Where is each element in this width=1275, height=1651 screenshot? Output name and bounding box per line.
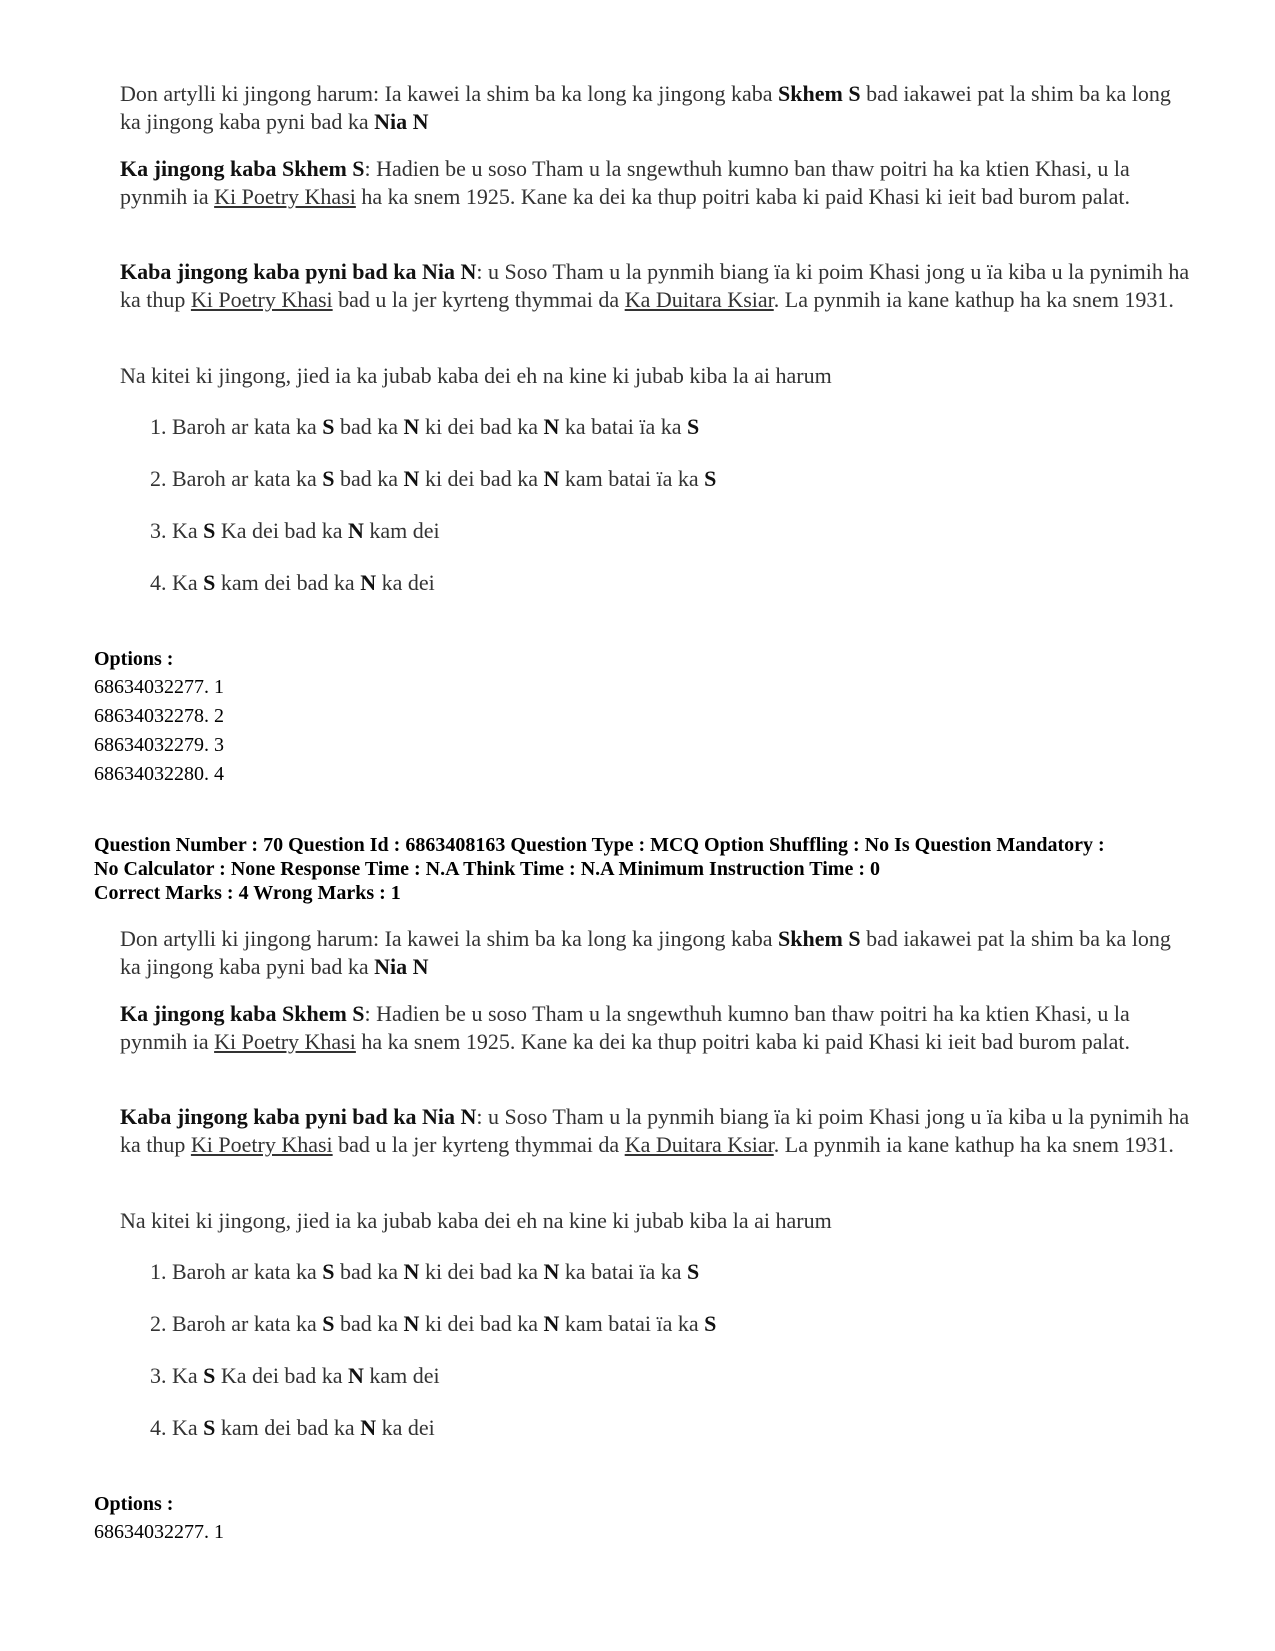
choice-3: 3. Ka S Ka dei bad ka N kam dei <box>150 518 440 543</box>
question-meta-line-2: No Calculator : None Response Time : N.A Think Time : N.A Minimum Instruction Time : 0 <box>94 858 880 880</box>
statement-n-paragraph: Kaba jingong kaba pyni bad ka Nia N: u Soso Tham u la pynmih biang ïa ki poim Khasi jong u ïa kiba u la pynimih ha ka thup Ki Poetry Khasi bad u la jer kyrteng thymmai da Ka Duitara Ksiar. La pynmih ia kane kathup ha ka snem 1931. <box>120 1104 1190 1157</box>
statement-n-paragraph: Kaba jingong kaba pyni bad ka Nia N: u Soso Tham u la pynmih biang ïa ki poim Khasi jong u ïa kiba u la pynimih ha ka thup Ki Poetry Khasi bad u la jer kyrteng thymmai da Ka Duitara Ksiar. La pynmih ia kane kathup ha ka snem 1931. <box>120 259 1190 312</box>
choice-4: 4. Ka S kam dei bad ka N ka dei <box>150 570 435 595</box>
choice-1: 1. Baroh ar kata ka S bad ka N ki dei bad ka N ka batai ïa ka S <box>150 1259 700 1284</box>
choice-3: 3. Ka S Ka dei bad ka N kam dei <box>150 1363 440 1388</box>
option-id: 68634032278. 2 <box>94 705 224 727</box>
intro-paragraph: Don artylli ki jingong harum: Ia kawei la shim ba ka long ka jingong kaba Skhem S bad iakawei pat la shim ba ka long ka jingong kaba pyni bad ka Nia N <box>120 926 1171 979</box>
intro-paragraph: Don artylli ki jingong harum: Ia kawei la shim ba ka long ka jingong kaba Skhem S bad iakawei pat la shim ba ka long ka jingong kaba pyni bad ka Nia N <box>120 81 1171 134</box>
choice-1: 1. Baroh ar kata ka S bad ka N ki dei bad ka N ka batai ïa ka S <box>150 414 700 439</box>
statement-s-paragraph: Ka jingong kaba Skhem S: Hadien be u soso Tham u la sngewthuh kumno ban thaw poitri ha ka ktien Khasi, u la pynmih ia Ki Poetry Khasi ha ka snem 1925. Kane ka dei ka thup poitri kaba ki paid Khasi ki ieit bad burom palat. <box>120 1001 1130 1054</box>
prompt-text: Na kitei ki jingong, jied ia ka jubab kaba dei eh na kine ki jubab kiba la ai harum <box>120 363 832 388</box>
options-list-2 <box>94 1518 224 1547</box>
option-id: 68634032279. 3 <box>94 734 224 756</box>
choice-4: 4. Ka S kam dei bad ka N ka dei <box>150 1415 435 1440</box>
option-id: 68634032277. 1 <box>94 1521 224 1543</box>
choice-2: 2. Baroh ar kata ka S bad ka N ki dei bad ka N kam batai ïa ka S <box>150 466 717 491</box>
options-label: Options : <box>94 648 174 670</box>
options-label: Options : <box>94 1493 174 1515</box>
question-meta-line-1: Question Number : 70 Question Id : 6863408163 Question Type : MCQ Option Shuffling : No Is Question Mandatory : <box>94 834 1105 856</box>
marks-line: Correct Marks : 4 Wrong Marks : 1 <box>94 882 401 904</box>
question-meta <box>94 833 1244 881</box>
prompt-text: Na kitei ki jingong, jied ia ka jubab kaba dei eh na kine ki jubab kiba la ai harum <box>120 1208 832 1233</box>
statement-s-paragraph: Ka jingong kaba Skhem S: Hadien be u soso Tham u la sngewthuh kumno ban thaw poitri ha ka ktien Khasi, u la pynmih ia Ki Poetry Khasi ha ka snem 1925. Kane ka dei ka thup poitri kaba ki paid Khasi ki ieit bad burom palat. <box>120 156 1130 209</box>
option-id: 68634032277. 1 <box>94 676 224 698</box>
choice-2: 2. Baroh ar kata ka S bad ka N ki dei bad ka N kam batai ïa ka S <box>150 1311 717 1336</box>
options-list-1 <box>94 673 224 789</box>
option-id: 68634032280. 4 <box>94 763 224 785</box>
